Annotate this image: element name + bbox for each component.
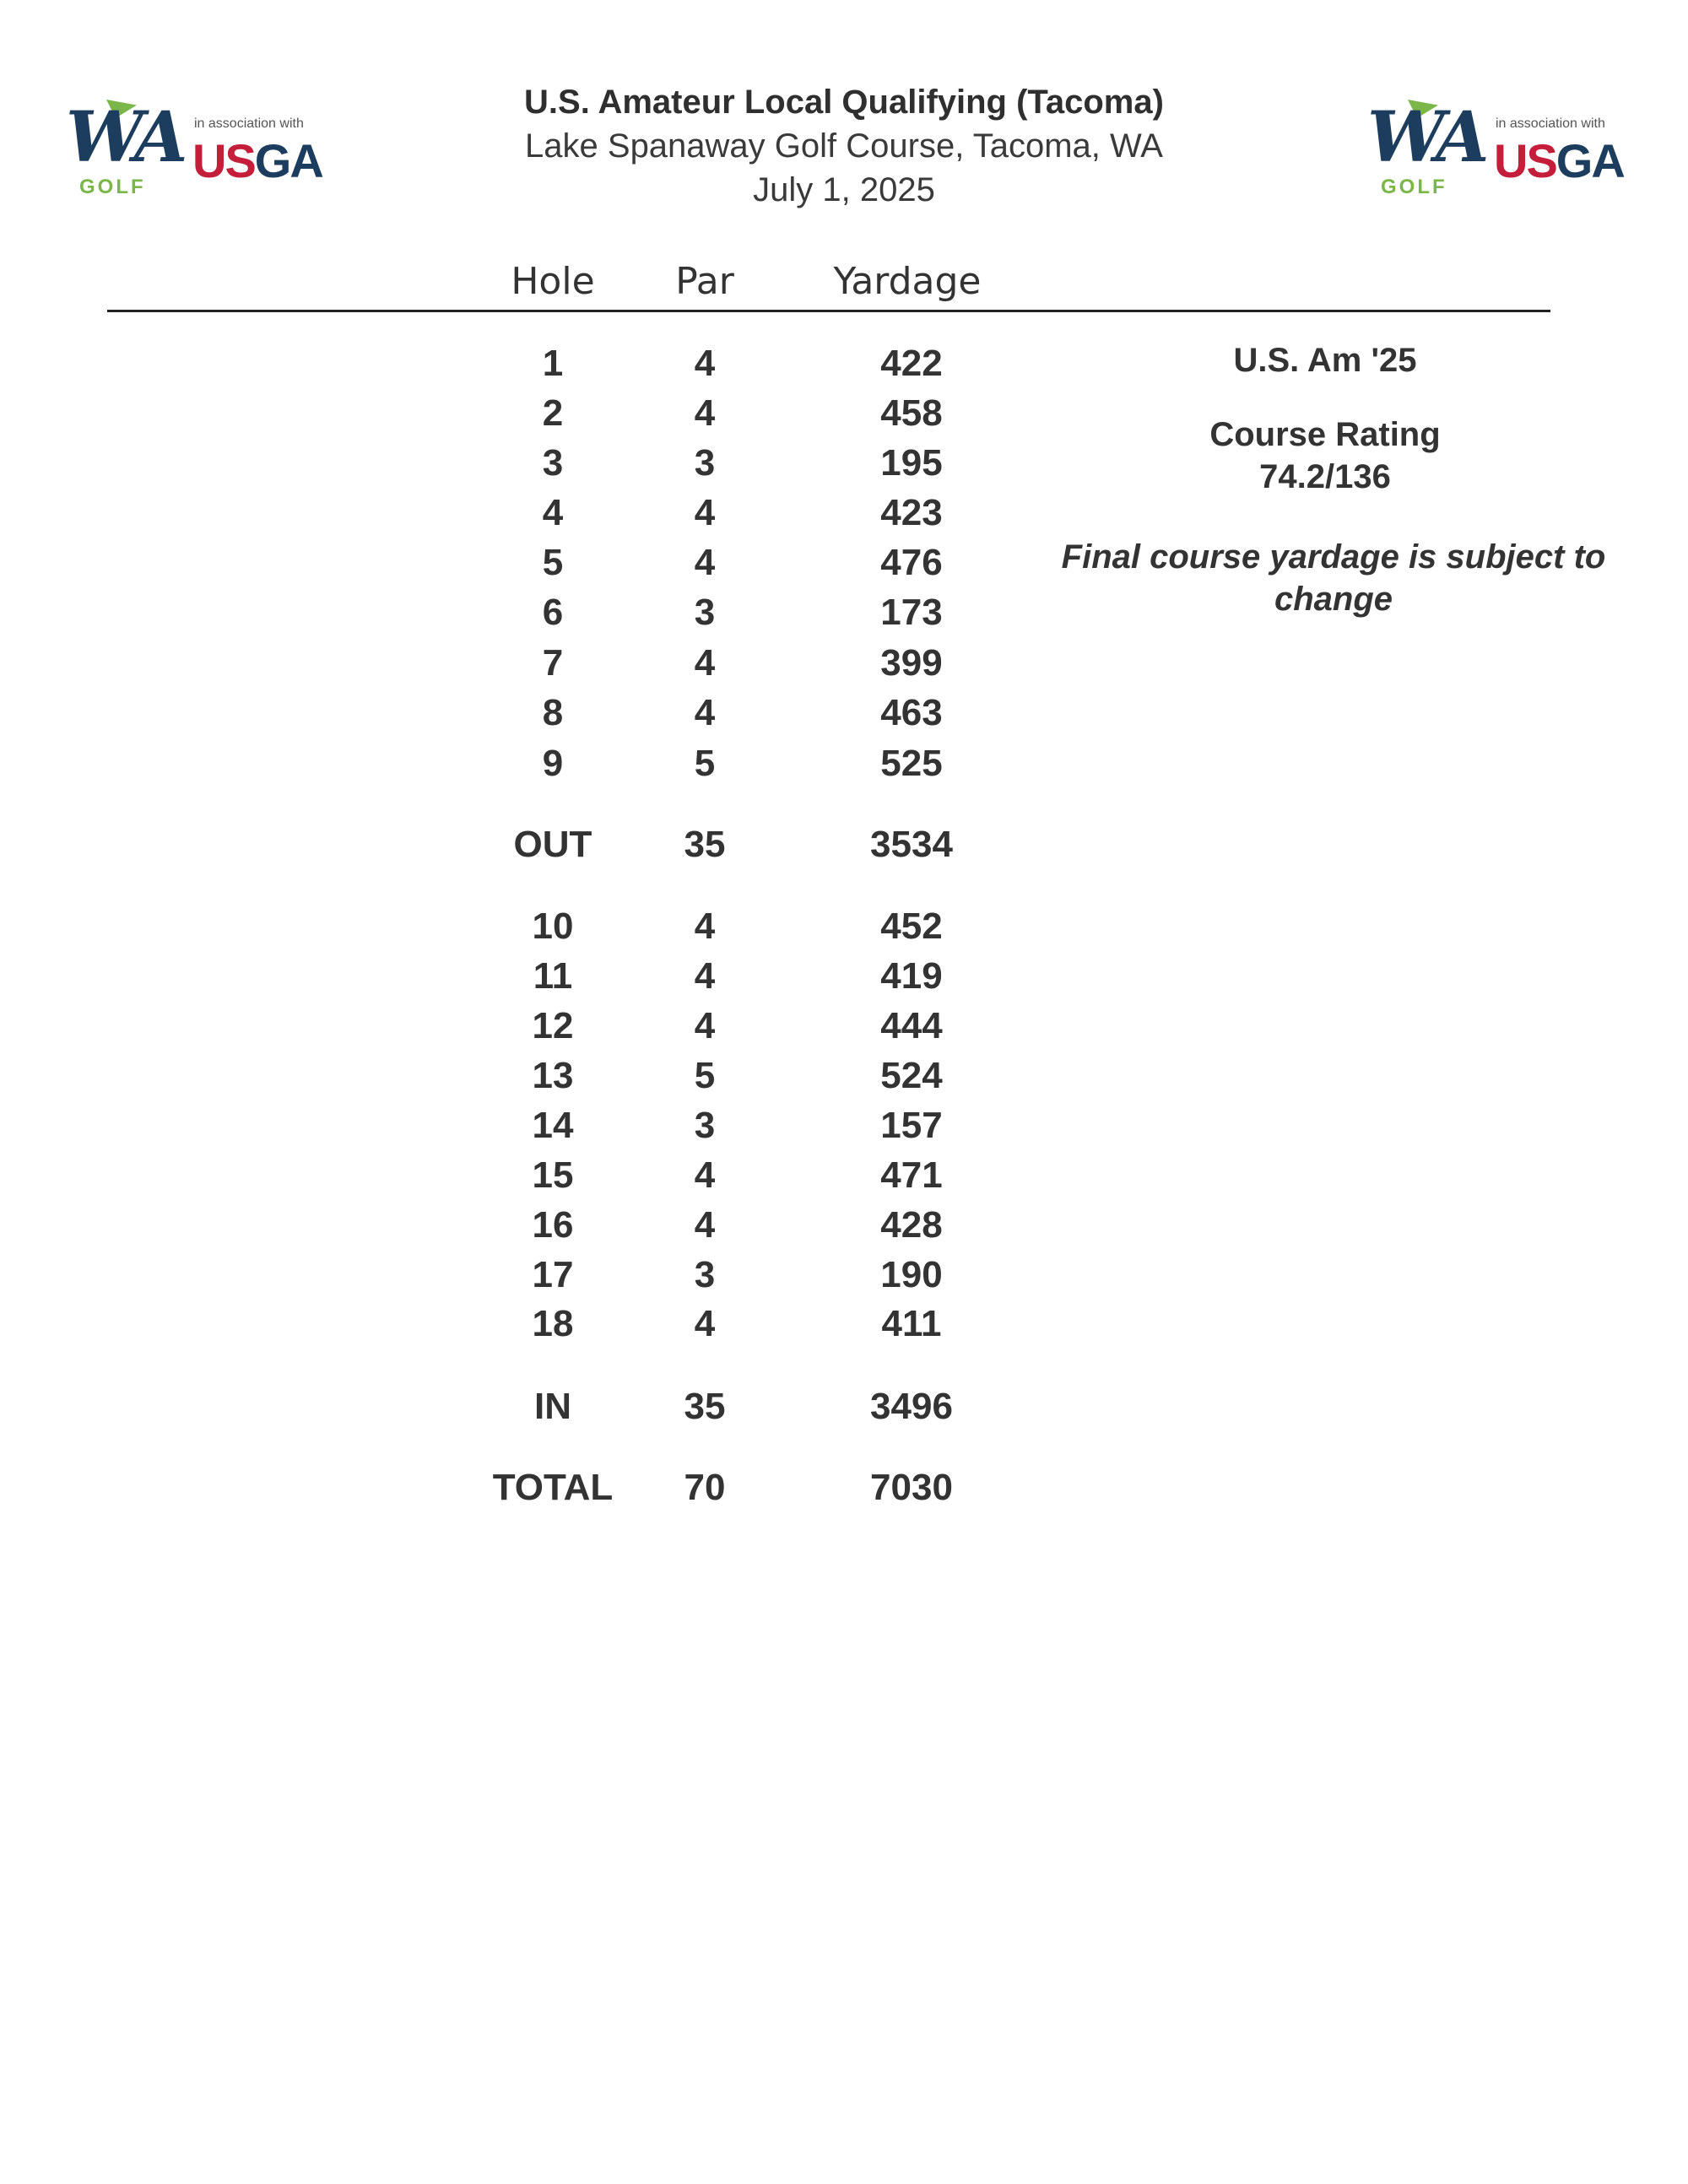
hole-par: 4 xyxy=(694,392,716,434)
hole-yardage: 428 xyxy=(880,1204,943,1246)
hole-number: 4 xyxy=(542,492,564,533)
hole-number: 8 xyxy=(542,692,564,733)
hole-number: 14 xyxy=(532,1105,574,1146)
total-yardage: 7030 xyxy=(870,1467,953,1508)
document-header xyxy=(0,80,1688,212)
hole-par: 4 xyxy=(694,1005,716,1046)
hole-number: 16 xyxy=(532,1204,574,1246)
header-divider xyxy=(107,310,1550,312)
course-location: Lake Spanaway Golf Course, Tacoma, WA xyxy=(525,127,1163,165)
hole-number: 3 xyxy=(542,442,564,484)
hole-yardage: 173 xyxy=(880,592,943,633)
hole-yardage: 157 xyxy=(880,1105,943,1146)
event-date: July 1, 2025 xyxy=(753,171,935,208)
hole-par: 4 xyxy=(694,1154,716,1196)
hole-yardage: 419 xyxy=(880,955,943,997)
association-text: in association with xyxy=(1496,116,1605,131)
hole-par: 4 xyxy=(694,955,716,997)
hole-yardage: 452 xyxy=(880,905,943,947)
hole-par: 3 xyxy=(694,442,716,484)
hole-number: 12 xyxy=(532,1005,574,1046)
wa-logo-text: WA xyxy=(1367,97,1485,178)
column-header-hole: Hole xyxy=(511,260,595,303)
in-par: 35 xyxy=(684,1386,726,1427)
hole-par: 4 xyxy=(694,692,716,733)
hole-par: 4 xyxy=(694,343,716,384)
hole-number: 6 xyxy=(542,592,564,633)
in-yardage: 3496 xyxy=(870,1386,953,1427)
hole-yardage: 471 xyxy=(880,1154,943,1196)
hole-yardage: 458 xyxy=(880,392,943,434)
hole-number: 9 xyxy=(542,743,564,784)
hole-number: 11 xyxy=(533,955,573,997)
hole-number: 13 xyxy=(532,1055,574,1096)
hole-par: 3 xyxy=(694,1105,716,1146)
hole-number: 2 xyxy=(542,392,564,434)
hole-yardage: 423 xyxy=(880,492,943,533)
hole-par: 4 xyxy=(694,542,716,583)
hole-yardage: 463 xyxy=(880,692,943,733)
usga-logo: USGA xyxy=(1494,134,1624,187)
hole-par: 3 xyxy=(694,592,716,633)
hole-yardage: 444 xyxy=(880,1005,943,1046)
hole-number: 18 xyxy=(532,1303,574,1344)
out-label: OUT xyxy=(513,824,592,865)
hole-par: 5 xyxy=(694,743,716,784)
out-yardage: 3534 xyxy=(870,824,953,865)
total-par: 70 xyxy=(684,1467,726,1508)
association-text: in association with xyxy=(194,116,304,131)
hole-yardage: 195 xyxy=(880,442,943,484)
hole-par: 4 xyxy=(694,642,716,684)
hole-yardage: 422 xyxy=(880,343,943,384)
hole-par: 4 xyxy=(694,905,716,947)
hole-yardage: 190 xyxy=(880,1254,943,1295)
out-par: 35 xyxy=(684,824,726,865)
in-label: IN xyxy=(534,1386,571,1427)
event-label: U.S. Am '25 xyxy=(1233,342,1417,379)
hole-number: 15 xyxy=(532,1154,574,1196)
hole-yardage: 399 xyxy=(880,642,943,684)
golf-logo-text: GOLF xyxy=(1381,176,1447,198)
hole-par: 4 xyxy=(694,492,716,533)
yardage-disclaimer-line1: Final course yardage is subject to xyxy=(1061,538,1606,576)
hole-yardage: 476 xyxy=(880,542,943,583)
total-label: TOTAL xyxy=(492,1467,614,1508)
column-header-yardage: Yardage xyxy=(833,260,982,303)
course-rating-label: Course Rating xyxy=(1209,416,1441,453)
hole-yardage: 411 xyxy=(881,1303,942,1344)
hole-number: 17 xyxy=(532,1254,574,1295)
usga-logo: USGA xyxy=(192,134,322,187)
course-rating-value: 74.2/136 xyxy=(1259,458,1391,495)
yardage-disclaimer-line2: change xyxy=(1274,581,1393,618)
column-header-par: Par xyxy=(675,260,734,303)
hole-par: 4 xyxy=(694,1303,716,1344)
wa-logo-text: WA xyxy=(66,97,183,178)
hole-number: 5 xyxy=(542,542,564,583)
hole-yardage: 524 xyxy=(880,1055,943,1096)
golf-logo-text: GOLF xyxy=(79,176,146,198)
page-title: U.S. Amateur Local Qualifying (Tacoma) xyxy=(524,84,1164,121)
hole-par: 3 xyxy=(694,1254,716,1295)
hole-par: 4 xyxy=(694,1204,716,1246)
hole-yardage: 525 xyxy=(880,743,943,784)
hole-number: 10 xyxy=(532,905,574,947)
hole-par: 5 xyxy=(694,1055,716,1096)
hole-number: 1 xyxy=(542,343,564,384)
hole-number: 7 xyxy=(542,642,564,684)
